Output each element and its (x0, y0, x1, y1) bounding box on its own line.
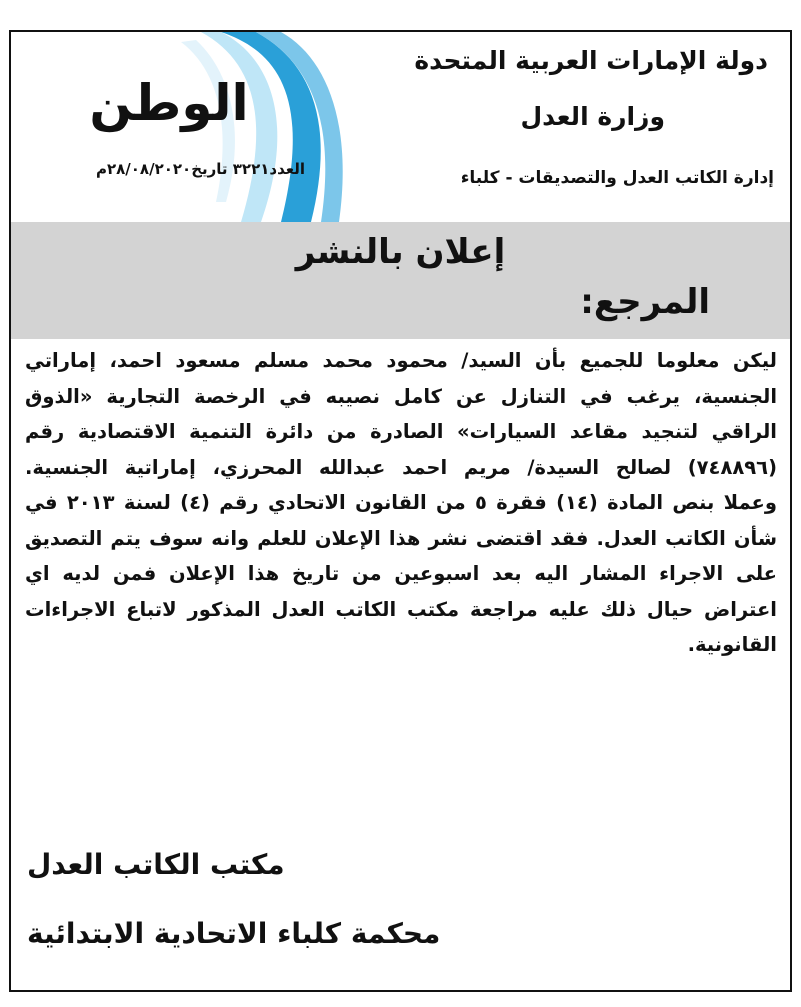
reference-label: المرجع: (580, 282, 710, 322)
state-name: دولة الإمارات العربية المتحدة (414, 46, 768, 75)
title-band (11, 222, 790, 339)
ministry-name: وزارة العدل (520, 102, 665, 131)
issue-date-line: العدد٣٢٢١ تاريخ٢٨/٠٨/٢٠٢٠م (95, 160, 305, 178)
signature-court: محكمة كلباء الاتحادية الابتدائية (27, 917, 441, 950)
notice-paragraph-2: وعملا بنص المادة (١٤) فقرة ٥ من القانون الاتحادي رقم (٤) لسنة ٢٠١٣ في شأن الكاتب العدل. فقد اقتضى نشر هذا الإعلان للعلم وانه سوف يتم التصديق على الاجراء المشار اليه بعد اسبوعين من تاريخ هذا الإعلان فمن لديه اي اعتراض حيال ذلك عليه مراجعة مكتب الكاتب العدل المذكور لاتباع الاجراءات القانونية. (25, 491, 777, 656)
notice-title: إعلان بالنشر (295, 232, 506, 272)
newspaper-logo-text: الوطن (89, 74, 249, 132)
department-name: إدارة الكاتب العدل والتصديقات - كلباء (460, 168, 774, 188)
notice-body (25, 343, 777, 663)
notice-frame (9, 30, 792, 992)
notice-paragraph-1: ليكن معلوما للجميع بأن السيد/ محمود محمد مسلم مسعود احمد، إماراتي الجنسية، يرغب في التنازل عن كامل نصيبه في الرخصة التجارية «الذوق الراقي لتنجيد مقاعد السيارات» الصادرة من دائرة التنمية الاقتصادية رقم (٧٤٨٨٩٦) لصالح السيدة/ مريم احمد عبدالله المحرزي، إماراتية الجنسية. (25, 349, 777, 479)
signature-office: مكتب الكاتب العدل (27, 848, 285, 881)
header (11, 32, 790, 222)
